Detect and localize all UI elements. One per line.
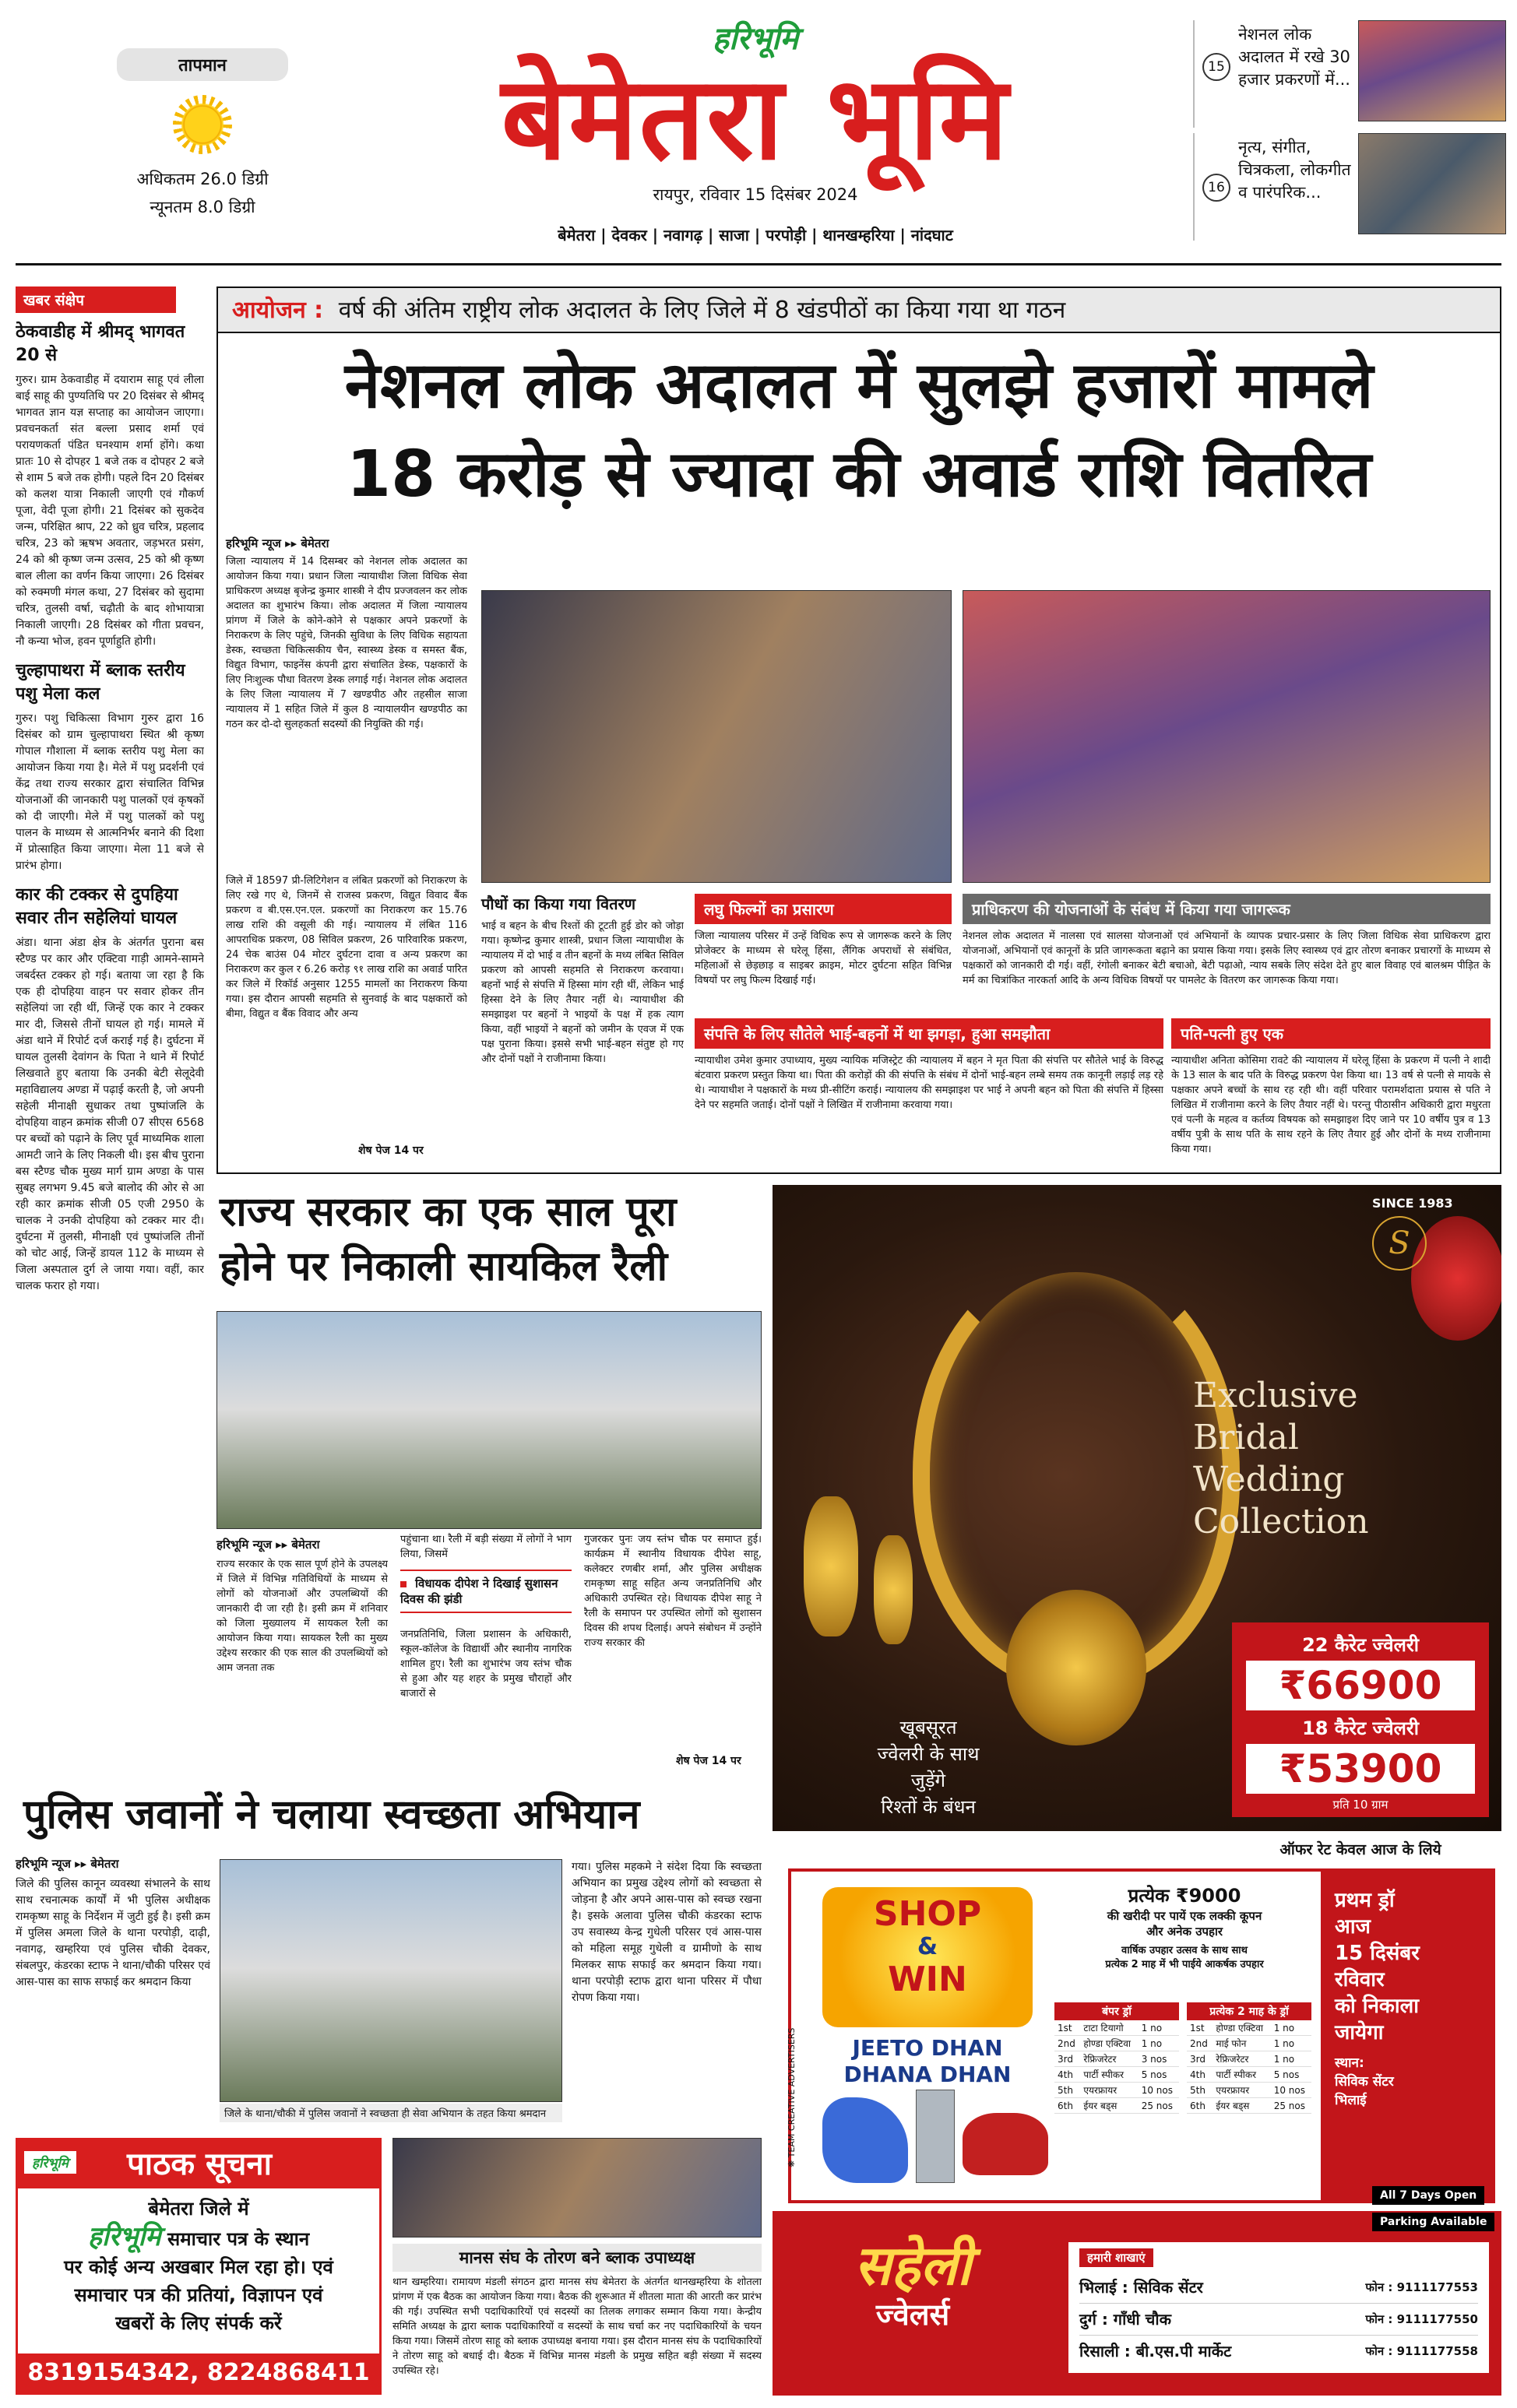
ad-offer-note: ऑफर रेट केवल आज के लिये bbox=[1279, 1841, 1441, 1858]
ad-logo: S bbox=[1372, 1216, 1427, 1271]
prize-rank: 5th bbox=[1187, 2083, 1213, 2098]
rally-col-1: राज्य सरकार के एक साल पूर्ण होने के उपलक्ष्य में जिले में विभिन्न गतिविधियों के माध्यम से लोगों को योजनाओं और उपलब्धियों की जानकारी दी जा रही है। इसी क्रम में शनिवार को जिला मुख्यालय में सायकल रैली का आयोजन किया गया। सायकल रैली का मुख्य उद्देश्य सरकार की एक साल की उपलब्धियों को आम जनता तक bbox=[216, 1559, 388, 1674]
prize-item: टाटा टियागो bbox=[1080, 2020, 1138, 2036]
prize-qty: 5 nos bbox=[1271, 2067, 1311, 2083]
brand-small: हरिभूमि bbox=[712, 21, 799, 57]
purchase-line: प्रत्येक ₹9000 bbox=[1128, 1885, 1241, 1907]
prize-row bbox=[1187, 2098, 1311, 2114]
notice-body bbox=[18, 2195, 379, 2337]
place-line: सिविक सेंटर bbox=[1335, 2074, 1394, 2090]
teaser-page-badge: 15 bbox=[1202, 53, 1230, 81]
saheli-brand: सहेली bbox=[854, 2234, 972, 2297]
win-word: WIN bbox=[888, 1960, 967, 1999]
couple-box bbox=[1171, 1018, 1491, 1166]
news-brief-column bbox=[16, 286, 204, 1802]
ad-jewel-line: खूबसूरत bbox=[899, 1717, 957, 1738]
prize-rank: 1st bbox=[1187, 2020, 1213, 2036]
prize-row bbox=[1054, 2051, 1179, 2067]
lead-byline: हरिभूमि न्यूज ▸▸ बेमेतरा bbox=[226, 536, 329, 550]
masthead-teasers bbox=[1193, 20, 1505, 246]
prize-rank: 2nd bbox=[1054, 2036, 1080, 2051]
bumper-table bbox=[1054, 2020, 1179, 2114]
bimonthly-prizes bbox=[1187, 2002, 1311, 2114]
teaser-2[interactable] bbox=[1193, 133, 1505, 241]
draw-line: 15 दिसंबर bbox=[1335, 1942, 1420, 1965]
couple-heading: पति-पत्नी हुए एक bbox=[1171, 1018, 1491, 1049]
ad-per-unit: प्रति 10 ग्राम bbox=[1332, 1798, 1389, 1812]
prize-qty: 25 nos bbox=[1139, 2098, 1179, 2114]
ad-open-days: All 7 Days Open bbox=[1372, 2186, 1484, 2205]
couple-body: न्यायाधीश अनिता कोसिमा रावटे की न्यायालय में घरेलू हिंसा के प्रकरण में पत्नी ने शादी के 13 साल के बाद पति के विरुद्ध प्रकरण पेश किया था। 13 वर्ष से पत्नी से मायके से पक्षकार अपने बच्चों के साथ रह रही थी। वहीं परिवार परामर्शदाता प्रयास से पति ने लिखित में राजीनामा करने के लिए तैयार नहीं थे। परन्तु पीठासीन अधिकारी द्वारा मधुरता एवं पत्नी के महत्व व कर्तव्य विषयक को समझाइश दिए जाने पर 10 वर्षीय पुत्र व 13 वर्षीय पुत्री के साथ पति के साथ रहने के लिए तैयार हुई और दोनों के मध्य राजीनामा किया गया। bbox=[1171, 1055, 1491, 1155]
brief-headline: चुल्हापाथरा में ब्लाक स्तरीय पशु मेला कल bbox=[16, 661, 185, 704]
brief-body: गुरुर। पशु चिकित्सा विभाग गुरुर द्वारा 16 दिसंबर को ग्राम चुल्हापाथरा स्थित श्री कृष्ण गोपाल गौशाला में ब्लाक स्तरीय पशु मेला का आयोजन किया गया है। मेले में पशु प्रदर्शनी एवं केंद्र तथा राज्य सरकार द्वारा संचालित विभिन्न योजनाओं की जानकारी पशु पालकों एवं कृषकों को दी जाएगी। मेले में पशु पालकों को पशु पालन के माध्यम से आत्मनिर्भर बनाने की दिशा में प्रोत्साहित किया जाएगा। मेला 11 बजे से प्रारंभ होगा। bbox=[16, 712, 204, 872]
earring-art bbox=[804, 1496, 858, 1636]
prize-row bbox=[1054, 2083, 1179, 2098]
draw-line: जायेगा bbox=[1335, 2021, 1384, 2044]
min-temp: न्यूनतम 8.0 डिग्री bbox=[150, 198, 255, 216]
prize-rank: 1st bbox=[1054, 2020, 1080, 2036]
notice-brand: हरिभूमि bbox=[24, 2151, 76, 2174]
prize-item: एयरफ्रायर bbox=[1080, 2083, 1138, 2098]
ad-22k-label: 22 कैरेट ज्वेलरी bbox=[1302, 1634, 1419, 1656]
notice-line: समाचार पत्र की प्रतियां, विज्ञापन एवं bbox=[74, 2284, 323, 2306]
draw-line: रविवार bbox=[1335, 1968, 1385, 1991]
place-line: भिलाई bbox=[1335, 2093, 1367, 2108]
prize-qty: 1 no bbox=[1271, 2020, 1311, 2036]
authority-heading: प्राधिकरण की योजनाओं के संबंध में किया गया जागरूक bbox=[963, 894, 1491, 924]
jeeto-line: JEETO DHAN bbox=[852, 2035, 1003, 2061]
draw-line: प्रथम ड्रॉ bbox=[1335, 1889, 1395, 1912]
prize-qty: 5 nos bbox=[1139, 2067, 1179, 2083]
notice-line bbox=[18, 2223, 379, 2253]
shop-word: SHOP bbox=[873, 1894, 982, 1934]
reader-notice bbox=[16, 2138, 382, 2395]
teaser-1[interactable] bbox=[1193, 20, 1505, 128]
rally-col-2a: पहुंचाना था। रैली में बड़ी संख्या में लोगों ने भाग लिया, जिसमें bbox=[400, 1534, 572, 1560]
jeeto-dhan bbox=[822, 2035, 1033, 2088]
rally-story bbox=[216, 1185, 762, 1777]
purchase-line: की खरीदी पर पायें एक लक्की कूपन bbox=[1107, 1909, 1262, 1923]
rally-headline-1: राज्य सरकार का एक साल पूरा bbox=[220, 1189, 677, 1236]
lead-subhead-bar bbox=[218, 288, 1500, 333]
property-box bbox=[695, 1018, 1163, 1151]
branch-row[interactable] bbox=[1079, 2272, 1478, 2304]
prize-row bbox=[1187, 2067, 1311, 2083]
police-caption: जिले के थाना/चौकी में पुलिस जवानों ने स्वच्छता ही सेवा अभियान के तहत किया श्रमदान bbox=[220, 2104, 562, 2122]
lead-photo-1 bbox=[481, 590, 952, 883]
rally-col-3: गुजरकर पुनः जय स्तंभ चौक पर समाप्त हुई। कार्यक्रम में स्थानीय विधायक दीपेश साहू, कलेक्टर रणबीर शर्मा, और पुलिस अधीक्षक रामकृष्ण साहू सहित अन्य जनप्रतिनिधि और अधिकारी उपस्थित रहे। विधायक दीपेश साहू ने रैली के समापन पर उपस्थित लोगों को सुशासन दिवस की शपथ दिलाई। अपने संबोधन में उन्होंने राज्य सरकार की bbox=[584, 1534, 762, 1649]
news-brief-tag: खबर संक्षेप bbox=[16, 286, 176, 313]
prize-row bbox=[1187, 2051, 1311, 2067]
prize-row bbox=[1054, 2020, 1179, 2036]
brief-1 bbox=[16, 321, 204, 650]
brief-body: अंडा। थाना अंडा क्षेत्र के अंतर्गत पुराना बस स्टैण्ड पर कार और एक्टिवा गाड़ी आमने-सामने जबर्दस्त टक्कर हो गई। बताया जा रहा है कि एक ही दोपहिया वाहन पर सवार होकर तीन सहेलियां जा रही थीं, जिन्हें एक कार ने टक्कर मार दी, जिससे तीनों घायल हो गई। मामले में अंडा थाने में रिपोर्ट दर्ज कराई गई है। दुर्घटना में घायल तुलसी देवांगन के पिता ने थाने में रिपोर्ट लिखवाते हुए बताया कि उनकी बेटी सेलूदेवी महाविद्यालय अण्डा में पढ़ाई करती है, जो अपनी सहेली मीनाक्षी सुधाकर तथा पुष्पांजलि के दोपहिया वाहन क्रमांक सीजी 07 सीएस 6568 पर बच्चों को पढ़ाने के लिए पूर्व माध्यमिक शाला आमटी जाने के लिए निकली थी। इस बीच पुराना बस स्टैण्ड चौक मुख्य मार्ग ग्राम अण्डा के पास सुबह लगभग 9.45 बजे बालोद की ओर से आ रही कार क्रमांक सीजी 05 एजी 2950 के चालक ने उनकी दोपहिया को टक्कर मार दी। दुर्घटना में तुलसी, मीनाक्षी एवं पुष्पांजलि तीनों को चोट आई, जिन्हें डायल 112 के माध्यम से जिला अस्पताल दुर्ग ले जाया गया। वहीं, कार चालक फरार हो गया। bbox=[16, 937, 204, 1292]
manas-headline: मानस संघ के तोरण बने ब्लाक उपाध्यक्ष bbox=[392, 2244, 762, 2272]
jewellery-ad[interactable] bbox=[773, 1185, 1501, 2396]
jeeto-line: DHANA DHAN bbox=[843, 2062, 1012, 2087]
prize-qty: 3 nos bbox=[1139, 2051, 1179, 2067]
branch-phone: फोन : 9111177553 bbox=[1365, 2280, 1478, 2294]
manas-body: थान खम्हरिया। रामायण मंडली संगठन द्वारा मानस संघ बेमेतरा के अंतर्गत थानखम्हरिया के शोतला प्रांगण में एक बैठक का आयोजन किया गया। बैठक की शुरूआत में शीतला माता की आरती कर प्रारंभ की गई। उपस्थित सभी पदाधिकारियों एवं सदस्यों का तिलक लगाकर सम्मान किया गया। केन्द्रीय समिति अध्यक्ष के द्वारा ब्लाक पदाधिकारियों व सदस्यों के साथ चर्चा कर नए पदाधिकारियों के चयन किया गया। जिसमें तोरण साहू को ब्लाक उपाध्यक्ष बनाया गया। इस दौरान मानस संघ के पदाधिकारियों ने तोरण साहू को बधाई दी। बैठक में विभिन्न मानस मंडली के प्रमुख सहित बड़ी संख्या में सदस्य उपस्थित रहे। bbox=[392, 2276, 762, 2377]
sun-icon bbox=[173, 95, 232, 154]
draw-announcement bbox=[1321, 1872, 1495, 2200]
police-story bbox=[16, 1788, 762, 2130]
police-headline: पुलिस जवानों ने चलाया स्वच्छता अभियान bbox=[23, 1791, 640, 1838]
prize-fridge-art bbox=[916, 2090, 955, 2183]
prize-row bbox=[1187, 2020, 1311, 2036]
masthead-rule bbox=[16, 263, 1501, 265]
draw-line: आज bbox=[1335, 1915, 1371, 1939]
ad-exclusive: Exclusive bbox=[1193, 1376, 1358, 1415]
ad-contest-panel bbox=[788, 1868, 1495, 2203]
ad-jewel-line: रिश्तों के बंधन bbox=[881, 1796, 976, 1818]
notice-brand-big: हरिभूमि bbox=[87, 2221, 161, 2252]
ad-18k-price: ₹53900 bbox=[1246, 1744, 1475, 1794]
lead-photo-2 bbox=[963, 590, 1491, 883]
prize-rank: 6th bbox=[1187, 2098, 1213, 2114]
branch-city: भिलाई : सिविक सेंटर bbox=[1079, 2278, 1203, 2297]
prize-item: ईयर बड्स bbox=[1080, 2098, 1138, 2114]
police-photo bbox=[220, 1859, 562, 2102]
police-col-3: गया। पुलिस महकमे ने संदेश दिया कि स्वच्छता अभियान का प्रमुख उद्देश्य लोगों को स्वच्छता से जोड़ना है और अपने आस-पास को स्वच्छ रखना है। इसके अलावा पुलिस चौकी कंडरका स्टाफ उप सवास्थ्य केन्द्र गुधेली परिसर एवं आस-पास को महिला समूह गुधेली व ग्रामीणो के साथ मिलकर साफ सफाई कर श्रमदान किया गया। थाना परपोड़ी स्टाफ द्वारा थाना परिसर में पौधा रोपण किया गया। bbox=[572, 1861, 762, 2004]
prize-rank: 3rd bbox=[1187, 2051, 1213, 2067]
bimonthly-table bbox=[1187, 2020, 1311, 2114]
ad-top-panel bbox=[773, 1185, 1501, 1831]
teaser-text: नेशनल लोक अदालत में रखे 30 हजार प्रकरणों में... bbox=[1238, 25, 1350, 89]
prize-qty: 10 nos bbox=[1139, 2083, 1179, 2098]
manas-photo bbox=[392, 2138, 762, 2238]
branch-row[interactable] bbox=[1079, 2336, 1478, 2367]
brief-headline: कार की टक्कर से दुपहिया सवार तीन सहेलियां घायल bbox=[16, 885, 178, 928]
prize-item: रेफ्रिजरेटर bbox=[1213, 2051, 1270, 2067]
prize-rank: 4th bbox=[1054, 2067, 1080, 2083]
ad-bridal: Bridal bbox=[1193, 1418, 1299, 1457]
prize-rank: 2nd bbox=[1187, 2036, 1213, 2051]
purchase-line: प्रत्येक 2 माह में भी पाईये आकर्षक उपहार bbox=[1105, 1959, 1264, 1970]
teaser-photo bbox=[1358, 20, 1506, 121]
prize-item: ईयर बड्स bbox=[1213, 2098, 1270, 2114]
lead-subhead: वर्ष की अंतिम राष्ट्रीय लोक अदालत के लिए जिले में 8 खंडपीठों का किया गया था गठन bbox=[338, 297, 1066, 324]
ad-jewel-lines bbox=[835, 1714, 1022, 1820]
purchase-line: वार्षिक उपहार उत्सव के साथ साथ bbox=[1121, 1945, 1248, 1956]
prize-qty: 25 nos bbox=[1271, 2098, 1311, 2114]
brief-2 bbox=[16, 659, 204, 874]
notice-line: खबरों के लिए संपर्क करें bbox=[115, 2312, 282, 2334]
lead-body-1: जिला न्यायालय में 14 दिसम्बर को नेशनल लोक अदालत का आयोजन किया गया। प्रधान जिला न्यायाधीश जिला विधिक सेवा प्राधिकरण अध्यक्ष बृजेन्द्र कुमार शास्त्री ने दीप प्रज्जवलन कर लोक अदालत का शुभारंभ किया। लोक अदालत में जिला न्यायालय प्रांगण में जिले के कोने-कोने से पक्षकार अपने प्रकरणों के निराकरण के लिए पहुंचे, जिनकी सुविधा के लिए विधिक सहायता डेस्क, स्वच्छता चिकित्सकीय चैन, स्वास्थ्य डेस्क व समस्त बैंक, विद्युत विभाग, फाइनेंस कंपनी द्वारा संचालित डेस्क, पक्षकारों के लिए निःशुल्क पौधा वितरण डेस्क लगाई गई। नेशनल लोक अदालत के लिए जिला न्यायालय में 7 खण्डपीठ और तहसील साजा न्यायालय में 1 सहित जिले में कुल 8 न्यायालयीन खण्डपीठ का गठन कर दो-दो सुलहकर्ता सदस्यों की नियुक्ति की गई। bbox=[226, 556, 467, 730]
police-col-1: जिले की पुलिस कानून व्यवस्था संभालने के साथ साथ रचनात्मक कार्यों में भी पुलिस अधीक्षक रामकृष्ण साहू के निर्देशन में जुटी हुई है। इसी क्रम में पुलिस अमला जिले के थाना परपोड़ी, दाढ़ी, नवागढ़, खम्हरिया एवं पुलिस चौकी देवकर, संबलपुर, कंडरका स्टाफ ने थाना/चौकी परिसर एवं आस-पास का साफ सफाई कर श्रमदान किया bbox=[16, 1878, 210, 1988]
plants-body: भाई व बहन के बीच रिश्तों की टूटती हुई डोर को जोड़ा गया। कृष्णेन्द्र कुमार शास्त्री, प्रधान जिला न्यायाधीश के न्यायालय में दो भाई व तीन बहनों के मध्य लंबित सिविल प्रकरण को आपसी सहमति से निराकरण करवाया। बहनों भाई से संपत्ति में हिस्सा मांग रही थीं, लेकिन भाई हिस्सा देने के लिए तैयार नहीं थे। न्यायाधीश की समझाइश पर बहनों ने भाइयों के पक्ष में हक त्याग किया, वहीं भाइयों ने बहनों को जमीन के एवज में एक पक्ष पुराना किया। इससे सभी भाई-बहन संतुष्ट हो गए और दोनों पक्षों ने राजीनामा किया। bbox=[481, 920, 684, 1065]
branch-phone: फोन : 9111177550 bbox=[1365, 2312, 1478, 2326]
films-heading: लघु फिल्मों का प्रसारण bbox=[695, 894, 952, 924]
prize-qty: 1 no bbox=[1139, 2036, 1179, 2051]
notice-line-2: समाचार पत्र के स्थान bbox=[167, 2228, 310, 2250]
weather-label: तापमान bbox=[117, 48, 288, 81]
notice-title: पाठक सूचना bbox=[127, 2146, 272, 2182]
prize-item: पार्टी स्पीकर bbox=[1080, 2067, 1138, 2083]
place-label: स्थान: bbox=[1335, 2055, 1364, 2071]
prize-qty: 1 no bbox=[1271, 2051, 1311, 2067]
manas-story bbox=[392, 2138, 762, 2395]
prize-item: रेफ्रिजरेटर bbox=[1080, 2051, 1138, 2067]
prize-scooter-art bbox=[822, 2097, 908, 2183]
branch-city: दुर्ग : गाँधी चौक bbox=[1079, 2310, 1171, 2329]
prize-car-art bbox=[963, 2113, 1048, 2175]
lead-headline-1: नेशनल लोक अदालत में सुलझे हजारों मामले bbox=[344, 349, 1374, 423]
lead-jump: शेष पेज 14 पर bbox=[358, 1144, 424, 1157]
authority-box bbox=[963, 894, 1491, 1011]
branches-box bbox=[1068, 2242, 1489, 2373]
branches-head: हमारी शाखाएं bbox=[1079, 2248, 1153, 2267]
authority-body: नेशनल लोक अदालत में नालसा एवं सालसा योजनाओं एवं अभियानों के व्यापक प्रचार-प्रसार के लिए जिला विधिक सेवा प्राधिकरण द्वारा योजनाओं, अभियानों एवं कानूनों के प्रति जागरूकता बढ़ाने का प्रयास किया गया। इसके लिए स्वास्थ्य एवं द्वार तोरण बनाकर प्रचारगों के माध्यम से पक्षकारों को जानकारी दी गई। वहीं, रंगोली बनाकर बेटी बचाओ, बेटी पढ़ाओ, न्याय सबके लिए संदेश देते हुए बाल विवाह एवं बालश्रम पीड़ित के मर्म का चित्रांकित नारकर्ता आदि के अन्य विधिक विषयों पर पामलेट के वितरण कर जागरूक किया गया। bbox=[963, 930, 1491, 986]
bumper-head: बंपर ड्रॉ bbox=[1054, 2002, 1179, 2020]
prize-rank: 5th bbox=[1054, 2083, 1080, 2098]
ad-price-panel bbox=[1232, 1622, 1489, 1817]
prize-rank: 4th bbox=[1187, 2067, 1213, 2083]
lead-story bbox=[216, 286, 1501, 1174]
saheli-logo bbox=[804, 2234, 1022, 2332]
prize-item: होण्डा एक्टिवा bbox=[1213, 2020, 1270, 2036]
prize-row bbox=[1054, 2036, 1179, 2051]
notice-line: बेमेतरा जिले में bbox=[148, 2198, 249, 2220]
prize-row bbox=[1187, 2036, 1311, 2051]
masthead-title-block bbox=[436, 22, 1075, 255]
bullet-icon bbox=[400, 1581, 407, 1587]
ad-jewel-line: जुड़ेंगे bbox=[910, 1770, 946, 1791]
purchase-line: और अनेक उपहार bbox=[1146, 1925, 1223, 1939]
ad-parking: Parking Available bbox=[1372, 2213, 1494, 2231]
saheli-sub: ज्वेलर्स bbox=[875, 2297, 950, 2332]
rally-pull-quote bbox=[400, 1570, 572, 1613]
amp-word: & bbox=[917, 1933, 938, 1960]
lead-headline-2: 18 करोड़ से ज्यादा की अवार्ड राशि वितरित bbox=[347, 438, 1371, 511]
prize-item: पार्टी स्पीकर bbox=[1213, 2067, 1270, 2083]
ad-since: SINCE 1983 bbox=[1372, 1196, 1453, 1211]
prize-qty: 10 nos bbox=[1271, 2083, 1311, 2098]
prize-item: माई फोन bbox=[1213, 2036, 1270, 2051]
ad-collection: Collection bbox=[1193, 1502, 1369, 1541]
town-list: बेमेतरा | देवकर | नवागढ़ | साजा | परपोड़ी | थानखम्हरिया | नांदघाट bbox=[558, 226, 953, 244]
bumper-prizes bbox=[1054, 2002, 1179, 2114]
ad-22k-price: ₹66900 bbox=[1246, 1661, 1475, 1710]
prize-rank: 6th bbox=[1054, 2098, 1080, 2114]
ad-vertical-credit: ❋ TEAM CREATIVE ADVERTISERS bbox=[787, 2027, 797, 2167]
rally-headline-2: होने पर निकाली सायकिल रैली bbox=[220, 1243, 668, 1290]
branch-city: रिसाली : बी.एस.पी मार्केट bbox=[1079, 2342, 1232, 2361]
prize-qty: 1 no bbox=[1139, 2020, 1179, 2036]
notice-phones[interactable]: 8319154342, 8224868411 bbox=[18, 2354, 379, 2392]
films-body: जिला न्यायालय परिसर में उन्हें विधिक रूप से जागरूक करने के लिए प्रोजेक्टर के माध्यम से घरेलू हिंसा, लैंगिक अपराधों से संबंधित, महिलाओं से छेड़छाड़ व साइबर क्राइम, मोटर दुर्घटना सहित विभिन्न विषयों पर लघु फिल्म दिखाई गई। bbox=[695, 930, 952, 986]
rally-pull-quote-text: विधायक दीपेश ने दिखाई सुशासन दिवस की झंडी bbox=[400, 1577, 558, 1606]
ad-18k-label: 18 कैरेट ज्वेलरी bbox=[1302, 1717, 1419, 1739]
plants-heading: पौधों का किया गया वितरण bbox=[481, 895, 636, 913]
prize-qty: 1 no bbox=[1271, 2036, 1311, 2051]
prize-item: एयरफ्रायर bbox=[1213, 2083, 1270, 2098]
shop-win-logo bbox=[822, 1887, 1033, 2027]
bimonthly-head: प्रत्येक 2 माह के ड्रॉ bbox=[1187, 2002, 1311, 2020]
police-byline: हरिभूमि न्यूज ▸▸ बेमेतरा bbox=[16, 1857, 119, 1871]
max-temp: अधिकतम 26.0 डिग्री bbox=[136, 170, 269, 188]
rally-photo bbox=[216, 1311, 762, 1529]
ad-wedding: Wedding bbox=[1193, 1460, 1345, 1499]
earring-art-2 bbox=[874, 1535, 913, 1644]
property-heading: संपत्ति के लिए सौतेले भाई-बहनों में था झगड़ा, हुआ समझौता bbox=[695, 1018, 1163, 1049]
prize-row bbox=[1187, 2083, 1311, 2098]
draw-line: को निकाला bbox=[1335, 1995, 1419, 2018]
branch-row[interactable] bbox=[1079, 2304, 1478, 2336]
weather-widget bbox=[117, 48, 288, 227]
brief-3 bbox=[16, 884, 204, 1295]
lead-body-2: जिले में 18597 प्री-लिटिगेशन व लंबित प्रकरणों को निराकरण के लिए रखे गए थे, जिनमें से राजस्व प्रकरण, विद्युत विवाद बैंक प्रकरण व बी.एस.एन.एल. प्रकरणों का निराकरण कर 15.76 लाख राशि की वसूली की गई। न्यायालय में लंबित 116 आपराधिक प्रकरण, 08 सिविल प्रकरण, 26 पारिवारिक प्रकरण, 24 चेक बाउंस 04 मोटर दुर्घटना दावा व अन्य प्रकरण का निराकरण कर कुल र 6.26 करोड़ ९१ लाख राशि का अवार्ड पारित कर जिले में रिकॉर्ड अनुसार 1255 मामलों का निराकरण किया गया। इस दौरान आपसी सहमति से सुनवाई के बाद पक्षकारों को बीमा, विद्युत व बैंक विवाद और अन्य bbox=[226, 875, 467, 1020]
ad-jewel-line: ज्वेलरी के साथ bbox=[877, 1743, 980, 1765]
prize-rank: 3rd bbox=[1054, 2051, 1080, 2067]
teaser-photo bbox=[1358, 133, 1506, 234]
prize-item: होण्डा एक्टिवा bbox=[1080, 2036, 1138, 2051]
dateline: रायपुर, रविवार 15 दिसंबर 2024 bbox=[653, 185, 858, 204]
teaser-text: नृत्य, संगीत, चित्रकला, लोकगीत व पारंपरिक... bbox=[1238, 138, 1351, 202]
notice-header bbox=[18, 2140, 379, 2188]
rally-jump: शेष पेज 14 पर bbox=[676, 1755, 741, 1767]
rally-byline: हरिभूमि न्यूज ▸▸ बेमेतरा bbox=[216, 1538, 320, 1552]
ad-purchase-offer bbox=[1056, 1882, 1313, 1970]
notice-line: पर कोई अन्य अखबार मिल रहा हो। एवं bbox=[64, 2256, 333, 2278]
prize-row bbox=[1054, 2098, 1179, 2114]
page-title: बेमेतरा भूमि bbox=[501, 51, 1010, 185]
plants-box bbox=[481, 894, 684, 1143]
ad-tagline bbox=[1193, 1375, 1369, 1543]
brief-body: गुरुर। ग्राम ठेकवाडीह में दयाराम साहू एवं लीला बाई साहू की पुण्यतिथि पर 20 दिसंबर से श्रीमद् भागवत ज्ञान यज्ञ सप्ताह का आयोजन जाएगा। प्रवचनकर्ता संत बल्ला प्रसाद शर्मा एवं परायणकर्ता पंडित घनश्याम शर्मा होंगे। कथा प्रातः 10 से दोपहर 1 बजे तक व दोपहर 2 बजे से शाम 5 बजे तक होगी। पहले दिन 20 दिसंबर को कलश यात्रा निकाली जाएगी एवं गौकर्ण पूजा, वेदी पूजा होगी। 21 दिसंबर को सुकदेव जन्म, परिक्षित श्राप, 22 को ध्रुव चरित्र, प्रहलाद चरित्र, 23 को ऋषभ अवतार, जड़भरत प्रसंग, 24 को श्री कृष्ण जन्म उत्सव, 25 को श्री कृष्ण बाल लीला का वर्णन किया जाएगा। 26 दिसंबर को रुक्मणी मंगल कथा, 27 दिसंबर को सुदामा चरित्र, तुलसी वर्षा, चढ़ौती के बाद शोभायात्रा निकाली जाएगी। 28 दिसंबर को गीता प्रवचन, नौ कन्या भोज, हवन पूर्णाहुति होगी। bbox=[16, 374, 204, 648]
rally-col-2b: जनप्रतिनिधि, जिला प्रशासन के अधिकारी, स्कूल-कॉलेज के विद्यार्थी और स्थानीय नागरिक शामिल हुए। रैली का शुभारंभ जय स्तंभ चौक से हुआ और यह शहर के प्रमुख चौराहों और बाजारों से bbox=[400, 1629, 572, 1700]
brief-headline: ठेकवाडीह में श्रीमद् भागवत 20 से bbox=[16, 322, 185, 365]
ad-footer bbox=[773, 2189, 1501, 2396]
prize-row bbox=[1054, 2067, 1179, 2083]
films-box bbox=[695, 894, 952, 1011]
teaser-page-badge: 16 bbox=[1202, 174, 1230, 202]
pendant-art bbox=[1006, 1590, 1146, 1745]
branch-phone: फोन : 9111177558 bbox=[1365, 2344, 1478, 2358]
property-body: न्यायाधीश उमेश कुमार उपाध्याय, मुख्य न्यायिक मजिस्ट्रेट की न्यायालय में बहन ने मृत पिता की संपत्ति पर सौतेले भाई के विरुद्ध बंटवारा प्रकरण प्रस्तुत किया था। पिता की करोड़ों की की संपत्ति के संबंध में दोनों भाई-बहन लम्बे समय तक कानूनी लड़ाई लड़ रहे थे। न्यायाधीश ने पक्षकारों के मध्य प्री-सीटिंग कराई। न्यायालय की समझाइश पर भाई ने अपनी बहन को पिता की संपत्ति में हिस्सा देने पर सहमति जताई। दोनों पक्षों ने लिखित में राजीनामा करवाया गया। bbox=[695, 1055, 1163, 1111]
lead-kicker: आयोजन : bbox=[232, 297, 324, 324]
